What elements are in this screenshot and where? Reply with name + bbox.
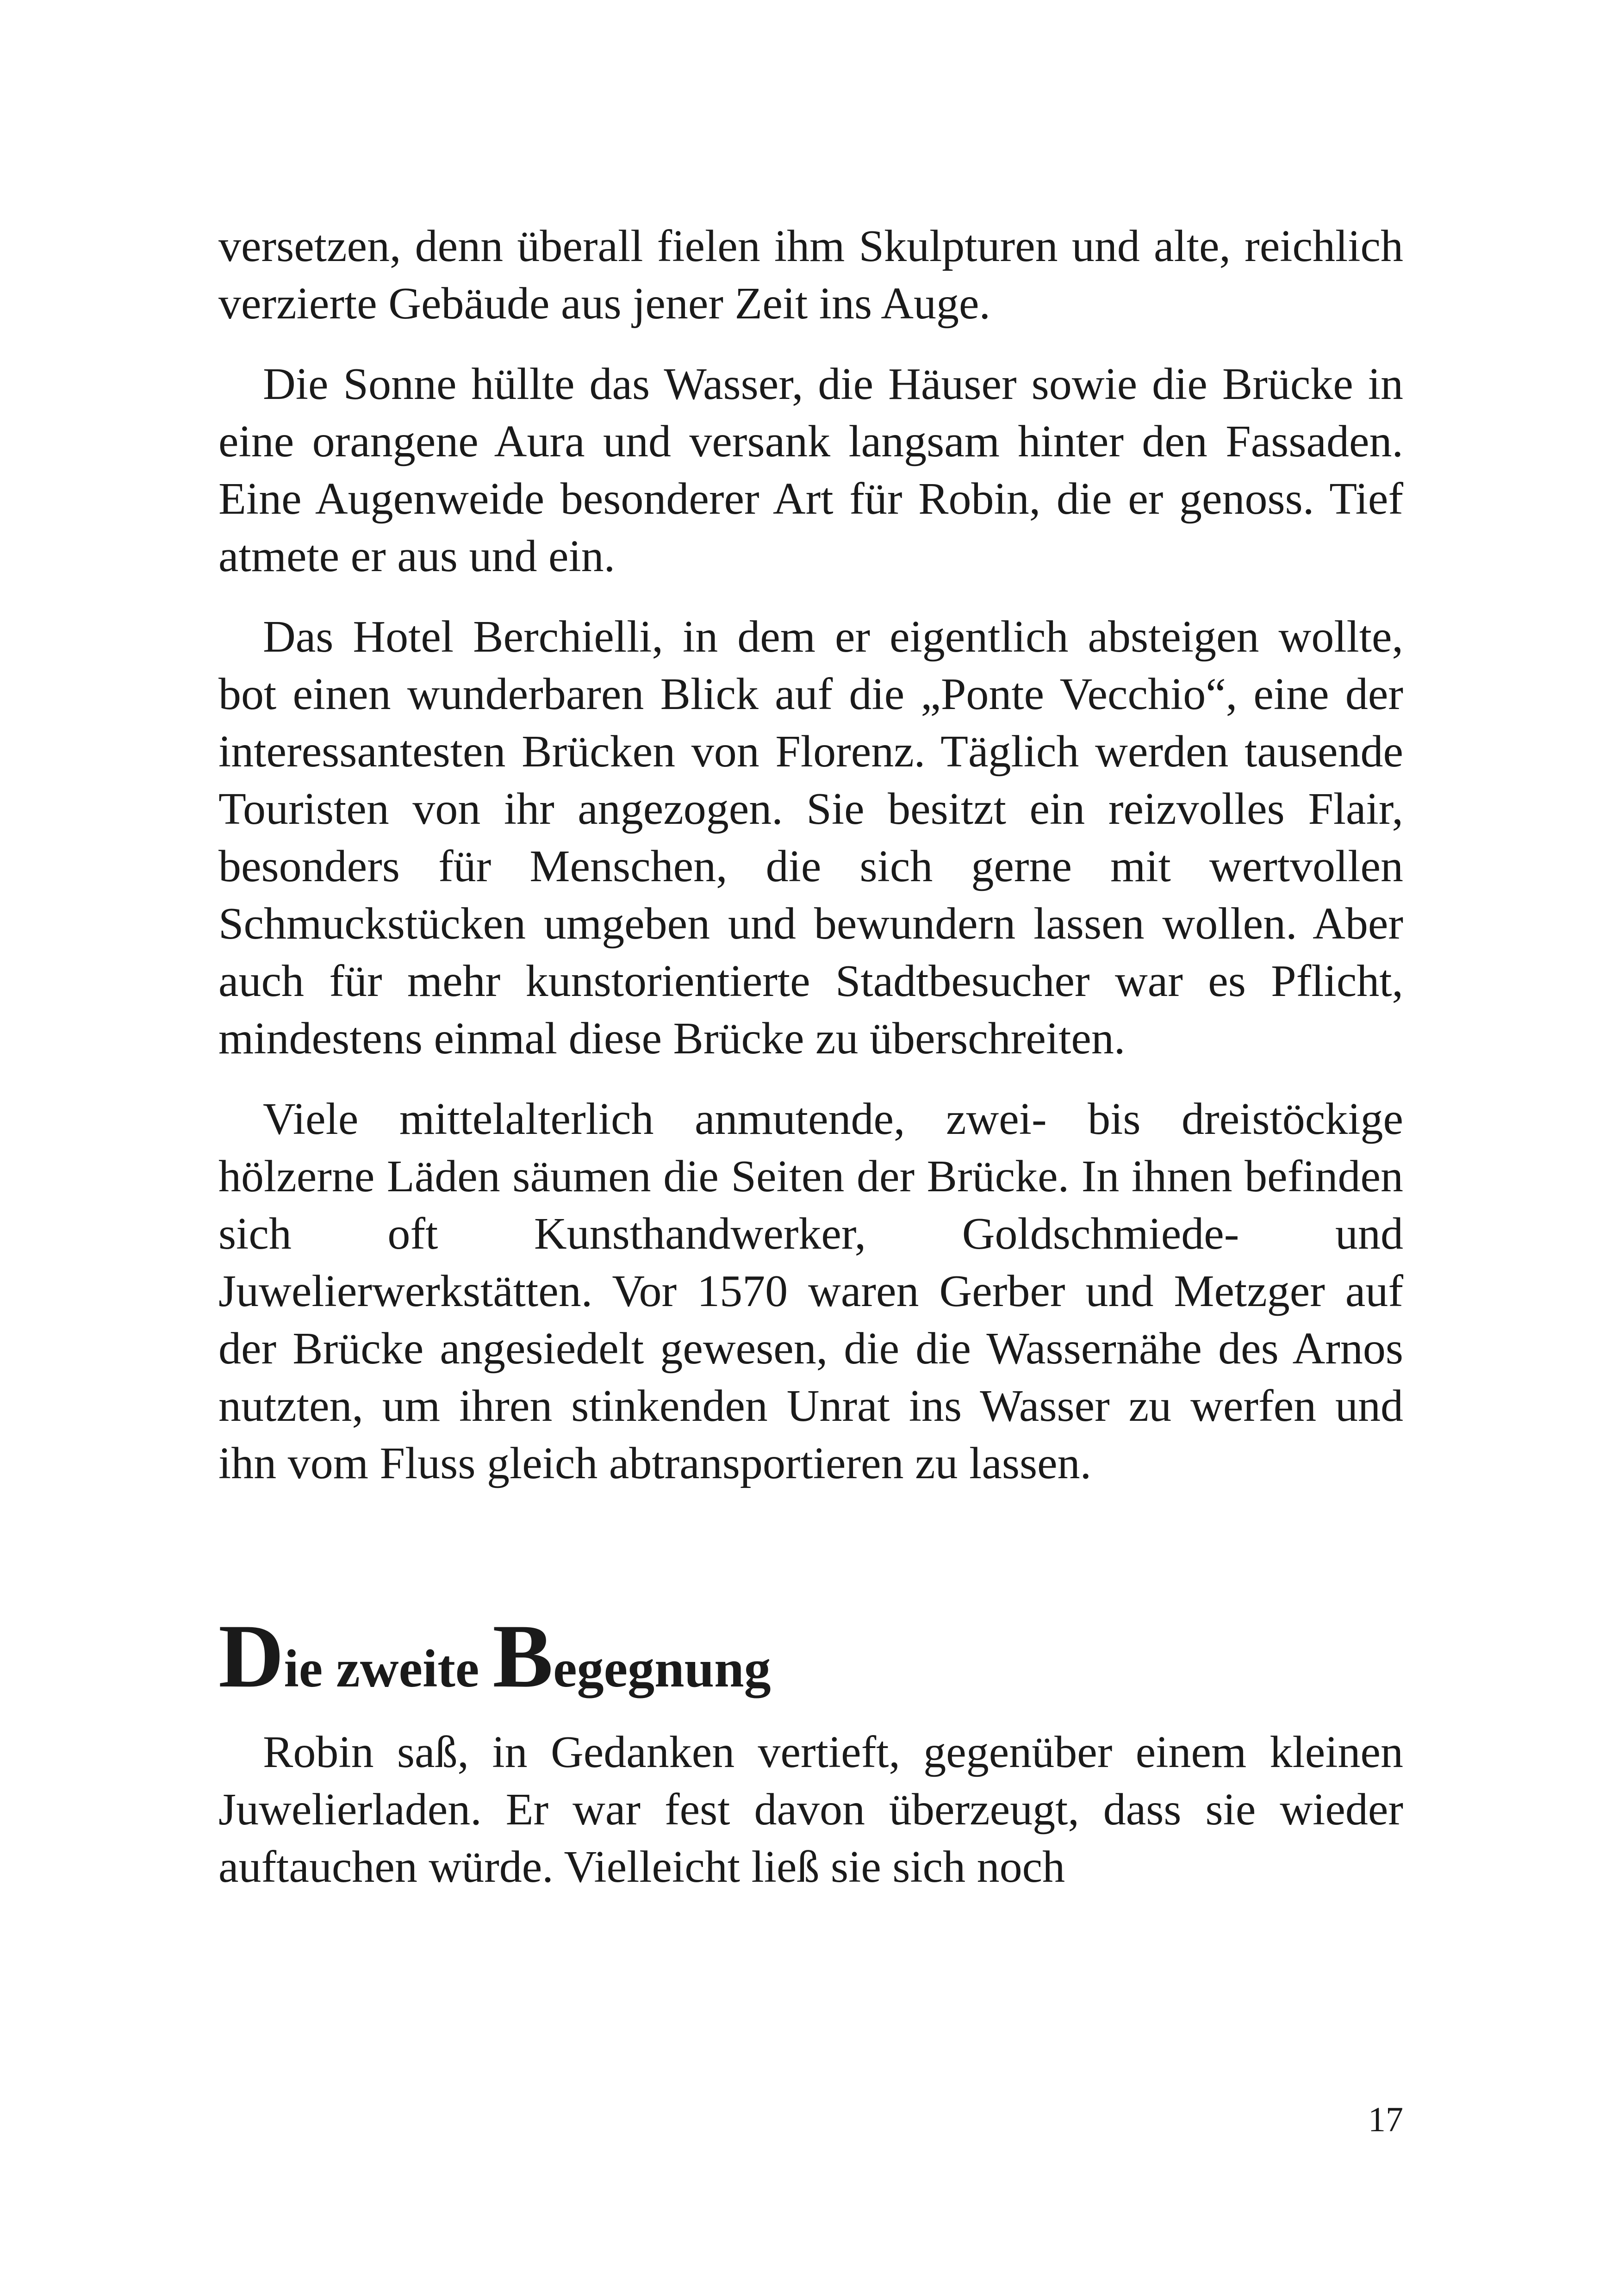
page-number: 17 xyxy=(1368,2100,1403,2139)
page-body xyxy=(218,218,1403,1896)
heading-initial-d: D xyxy=(218,1606,284,1706)
paragraph-sunset: Die Sonne hüllte das Wasser, die Häuser sowie die Brücke in eine orangene Aura und versank langsam hinter den Fassaden. Eine Augenweide besonderer Art für Robin, die er genoss. Tief atmete er aus und ein. xyxy=(218,359,1403,581)
chapter-heading xyxy=(218,1606,1403,1715)
paragraph-hotel: Das Hotel Berchielli, in dem er eigentlich absteigen wollte, bot einen wunderbaren Blick auf die „Ponte Vecchio“, eine der interessantesten Brücken von Florenz. Täglich werden tausende Touristen von ihr angezogen. Sie besitzt ein reizvolles Flair, besonders für Menschen, die sich gerne mit wertvollen Schmuckstücken umgeben und bewundern lassen wollen. Aber auch für mehr kunstorientierte Stadtbesucher war es Pflicht, mindestens einmal diese Brücke zu überschreiten. xyxy=(218,612,1403,1064)
paragraph-robin: Robin saß, in Gedanken vertieft, gegenüber einem kleinen Juwelierladen. Er war fest davon überzeugt, dass sie wieder auftauchen würde. Vielleicht ließ sie sich noch xyxy=(218,1727,1403,1892)
paragraph-continued: versetzen, denn überall fielen ihm Skulpturen und alte, reichlich verzierte Gebäude aus jener Zeit ins Auge. xyxy=(218,221,1403,329)
paragraph-shops: Viele mittelalterlich anmutende, zwei- bis dreistöckige hölzerne Läden säumen die Seiten der Brücke. In ihnen befinden sich oft Kunsthandwerker, Goldschmiede- und Juwelierwerkstätten. Vor 1570 waren Gerber und Metzger auf der Brücke angesiedelt gewesen, die die Wassernähe des Arnos nutzten, um ihren stinkenden Unrat ins Wasser zu werfen und ihn vom Fluss gleich abtransportieren zu lassen. xyxy=(218,1094,1403,1488)
heading-part-2: egegnung xyxy=(553,1639,771,1699)
heading-initial-b: B xyxy=(492,1606,554,1706)
heading-part-1: ie zweite xyxy=(284,1639,493,1699)
